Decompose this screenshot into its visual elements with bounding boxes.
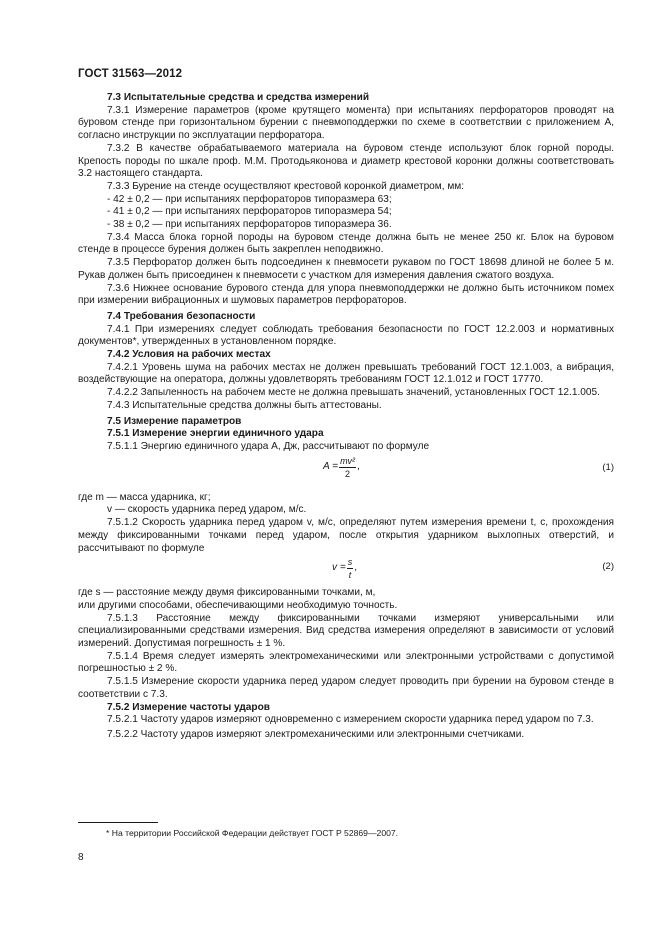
formula-1-number: (1) — [602, 461, 614, 473]
paragraph-7-4-3: 7.4.3 Испытательные средства должны быть аттестованы. — [107, 399, 382, 411]
formula-1-denominator: 2 — [345, 468, 351, 479]
paragraph-7-3-5: 7.3.5 Перфоратор должен быть подсоединен к пневмосети рукавом по ГОСТ 18698 длиной не более 5 м. Рукав должен быть присоединен к пневмосети с участком для измерения давления сжатого воздуха. — [78, 257, 614, 281]
paragraph-7-5-1-1: 7.5.1.1 Энергию единичного удара А, Дж, рассчитывают по формуле — [107, 440, 430, 452]
formula-2-fraction — [347, 557, 354, 580]
formula-1 — [78, 456, 614, 486]
formula-1-numerator: mv² — [340, 455, 356, 466]
paragraph-7-3-2: 7.3.2 В качестве обрабатываемого материала на буровом стенде используют блок горной породы. Крепость породы по шкале проф. М.М. Протодьяконова и диаметр крестовой коронки должны соответствовать 3.2 настоящего стандарта. — [78, 142, 614, 180]
formula-2-numerator: s — [347, 557, 353, 568]
formula-1-fraction — [339, 456, 356, 479]
formula-2-where-other: или другими способами, обеспечивающими необходимую точность. — [78, 599, 398, 611]
paragraph-7-4-2-1: 7.4.2.1 Уровень шума на рабочих местах не должен превышать требований ГОСТ 12.1.003, а вибрация, воздействующие на оператора, должны удовлетворять требованиям ГОСТ 12.1.012 и ГОСТ 17770. — [78, 361, 614, 386]
paragraph-7-3-6: 7.3.6 Нижнее основание бурового стенда для упора пневмоподдержки не должно быть источником помех при измерении вибрационных и шумовых параметров перфораторов. — [78, 282, 614, 307]
paragraph-7-5-1-4: 7.5.1.4 Время следует измерять электромеханическими или электронными устройствами с допустимой погрешностью ± 2 %. — [78, 650, 614, 675]
formula-1-comma: , — [357, 460, 360, 472]
paragraph-7-5-2-1: 7.5.2.1 Частоту ударов измеряют одновременно с измерением скорости ударника перед ударом по 7.3. — [107, 714, 594, 726]
subsection-7-5-2-heading: 7.5.2 Измерение частоты ударов — [107, 701, 270, 713]
subsection-7-4-2-heading: 7.4.2 Условия на рабочих местах — [107, 349, 271, 361]
paragraph-7-3-4: 7.3.4 Масса блока горной породы на буровом стенде должна быть не менее 250 кг. Блок на буровом стенде в процессе бурения должен быть закреплен неподвижно. — [78, 231, 614, 256]
formula-2-denominator: t — [348, 570, 352, 581]
formula-1-where-m: где m — масса ударника, кг; — [78, 491, 211, 503]
page-number: 8 — [78, 852, 84, 863]
paragraph-7-4-2-2: 7.4.2.2 Запыленность на рабочем месте не должна превышать значений, установленных ГОСТ 12.1.005. — [107, 387, 600, 399]
subsection-7-5-1-heading: 7.5.1 Измерение энергии единичного удара — [107, 428, 324, 440]
document-header: ГОСТ 31563—2012 — [78, 68, 183, 80]
formula-2-lhs: v = — [332, 562, 346, 574]
paragraph-7-5-1-2: 7.5.1.2 Скорость ударника перед ударом v, м/с, определяют путем измерения времени t, с, прохождения между фиксированными точками перед ударом, после открытия ударником выхлопных отверстий, и рассчитывают по формуле — [78, 517, 614, 554]
section-7-3-heading: 7.3 Испытательные средства и средства измерений — [107, 92, 370, 103]
paragraph-7-4-1: 7.4.1 При измерениях следует соблюдать требования безопасности по ГОСТ 12.2.003 и нормативных документов*, утвержденных в установленном порядке. — [78, 323, 614, 348]
formula-2-where-s: где s — расстояние между двумя фиксированными точками, м, — [78, 587, 376, 599]
list-item-dash-3: - 38 ± 0,2 — при испытаниях перфораторов типоразмера 36. — [107, 219, 392, 231]
paragraph-7-5-2-2: 7.5.2.2 Частоту ударов измеряют электромеханическими или электронными счетчиками. — [107, 728, 525, 740]
formula-2 — [78, 557, 614, 579]
section-7-4-heading: 7.4 Требования безопасности — [107, 310, 256, 322]
formula-2-comma: , — [354, 562, 358, 574]
section-7-5-heading: 7.5 Измерение параметров — [107, 415, 242, 427]
paragraph-7-5-1-5: 7.5.1.5 Измерение скорости ударника перед ударом следует проводить при бурении на буровом стенде в соответствии с 7.3. — [78, 676, 614, 700]
page-body — [78, 92, 614, 742]
formula-2-number: (2) — [602, 561, 614, 573]
list-item-dash-2: - 41 ± 0,2 — при испытаниях перфораторов типоразмера 54; — [107, 206, 392, 218]
footnote: * На территории Российской Федерации действует ГОСТ Р 52869—2007. — [106, 828, 399, 838]
formula-1-where-v: v — скорость ударника перед ударом, м/с. — [107, 504, 307, 516]
paragraph-7-3-1: 7.3.1 Измерение параметров (кроме крутящего момента) при испытаниях перфораторов проводят на буровом стенде при горизонтальном бурении с пневмоподдержки по схеме в соответствии с приложением А, согласно инструкции по эксплуатации перфоратора. — [78, 104, 614, 142]
formula-1-lhs: A = — [323, 460, 339, 472]
footnote-divider — [78, 822, 158, 823]
paragraph-7-5-1-3: 7.5.1.3 Расстояние между фиксированными точками измеряют универсальными или специализированными средствами измерения. Вид средства измерения определяют в зависимости от условий измерений. Допустимая погрешность ± 1 %. — [78, 612, 614, 650]
list-item-dash-1: - 42 ± 0,2 — при испытаниях перфораторов типоразмера 63; — [107, 193, 392, 205]
paragraph-7-3-3: 7.3.3 Бурение на стенде осуществляют крестовой коронкой диаметром, мм: — [107, 180, 465, 192]
